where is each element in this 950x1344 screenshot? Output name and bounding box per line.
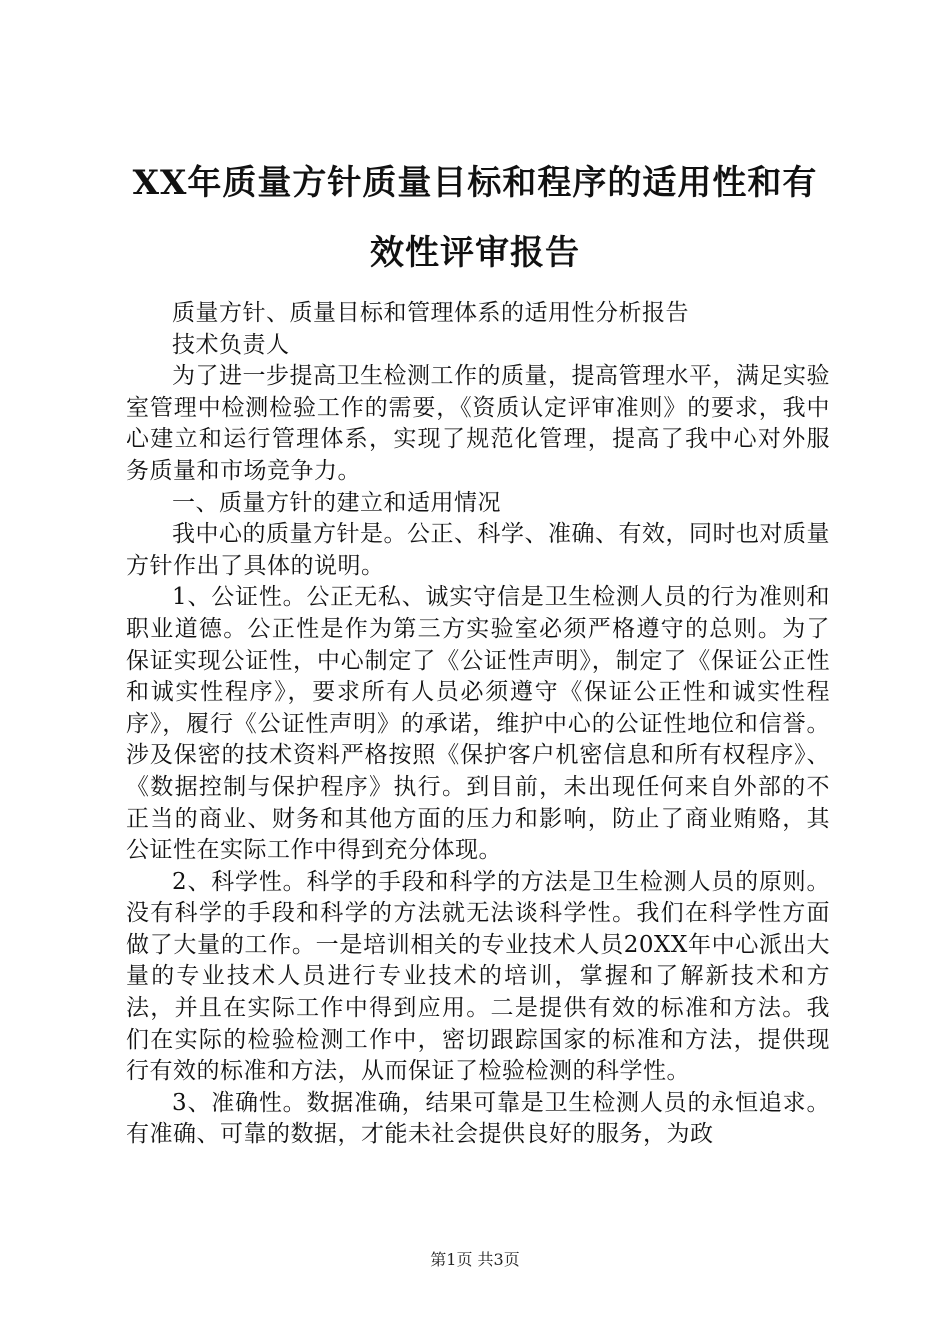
page-number-footer: 第1页 共3页 [430,1250,520,1269]
subtitle-paragraph: 质量方针、质量目标和管理体系的适用性分析报告 [172,300,689,326]
accuracy-paragraph: 3、准确性。数据准确，结果可靠是卫生检测人员的永恒追求。有准确、可靠的数据，才能未社会提供良好的服务，为政 [126,1089,830,1148]
section-heading: 一、质量方针的建立和适用情况 [172,489,501,516]
policy-paragraph: 我中心的质量方针是。公正、科学、准确、有效，同时也对质量方针作出了具体的说明。 [126,521,830,579]
impartiality-paragraph: 1、公证性。公正无私、诚实守信是卫生检测人员的行为准则和职业道德。公正性是作为第三方实验室必须严格遵守的总则。为了保证实现公证性，中心制定了《公证性声明》，制定了《保证公正性和诚实性程序》，要求所有人员必须遵守《保证公正性和诚实性程序》，履行《公证性声明》的承诺，维护中心的公证性地位和信誉。涉及保密的技术资料严格按照《保护客户机密信息和所有权程序》、《数据控制与保护程序》执行。到目前，未出现任何来自外部的不正当的商业、财务和其他方面的压力和影响，防止了商业贿赂，其公证性在实际工作中得到充分体现。 [126,584,830,864]
document-body [126,298,830,1151]
intro-paragraph: 为了进一步提高卫生检测工作的质量，提高管理水平，满足实验室管理中检测检验工作的需要，《资质认定评审准则》的要求，我中心建立和运行管理体系，实现了规范化管理，提高了我中心对外服务质量和市场竞争力。 [126,363,830,484]
title-line-1: XX年质量方针质量目标和程序的适用性和有 [132,163,818,203]
scientific-paragraph: 2、科学性。科学的手段和科学的方法是卫生检测人员的原则。没有科学的手段和科学的方法就无法谈科学性。我们在科学性方面做了大量的工作。一是培训相关的专业技术人员20XX年中心派出大量的专业技术人员进行专业技术的培训，掌握和了解新技术和方法，并且在实际工作中得到应用。二是提供有效的标准和方法。我们在实际的检验检测工作中，密切跟踪国家的标准和方法，提供现行有效的标准和方法，从而保证了检验检测的科学性。 [126,868,830,1085]
author-paragraph: 技术负责人 [172,331,290,358]
document-title [110,148,840,288]
title-line-2: 效性评审报告 [370,233,580,273]
